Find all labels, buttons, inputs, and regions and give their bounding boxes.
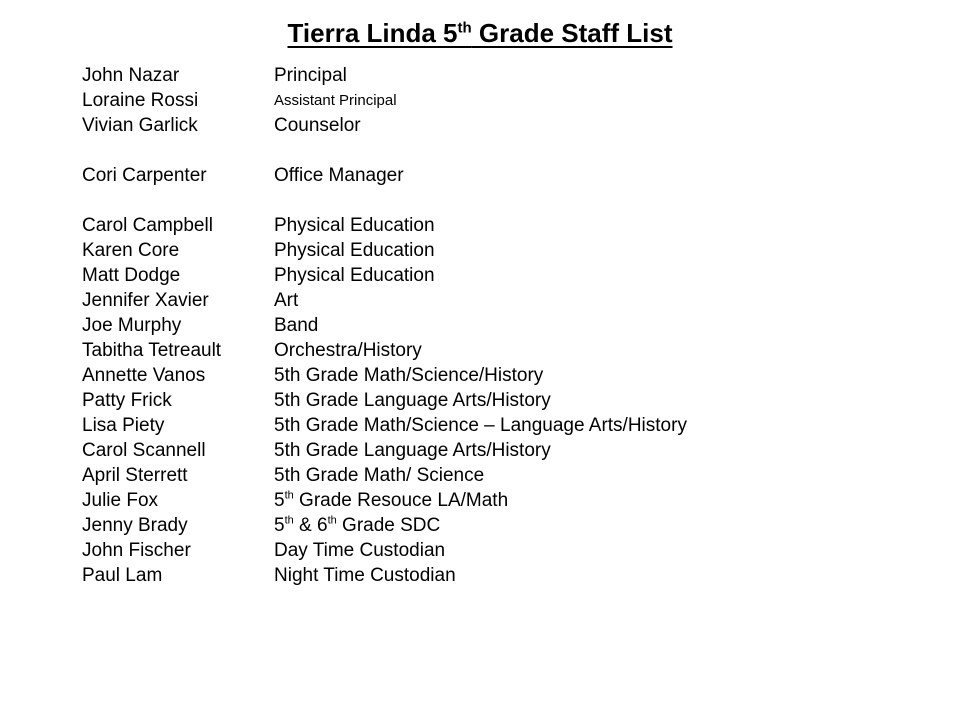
staff-name: John Fischer [82,540,191,561]
staff-row [82,263,882,288]
staff-name: Jenny Brady [82,515,188,536]
role-superscript: th [284,514,294,527]
staff-row [82,313,882,338]
staff-role: Band [274,315,319,336]
staff-row [82,538,882,563]
staff-role: Orchestra/History [274,340,422,361]
staff-role [274,513,440,538]
role-text: Grade SDC [336,515,441,536]
staff-name: April Sterrett [82,465,188,486]
staff-row [82,338,882,363]
staff-role: Assistant Principal [274,92,397,109]
staff-role: Art [274,290,299,311]
staff-role: Physical Education [274,240,435,261]
staff-role: Office Manager [274,165,404,186]
page-title [0,14,960,52]
staff-name: Carol Campbell [82,215,213,236]
staff-row [82,388,882,413]
staff-name: John Nazar [82,65,180,86]
staff-row [82,413,882,438]
role-superscript: th [327,514,337,527]
staff-name: Vivian Garlick [82,115,198,136]
staff-list [82,63,882,588]
staff-role [274,488,508,513]
staff-row [82,88,882,113]
staff-name: Paul Lam [82,565,163,586]
role-text: 5 [274,515,285,536]
staff-role: Counselor [274,115,361,136]
staff-name: Cori Carpenter [82,165,207,186]
staff-name: Joe Murphy [82,315,182,336]
staff-name: Loraine Rossi [82,90,199,111]
page-title-text [287,18,672,48]
role-text: & 6 [293,515,328,536]
staff-name: Karen Core [82,240,180,261]
role-text: Grade Resouce LA/Math [293,490,509,511]
staff-row [82,238,882,263]
staff-name: Tabitha Tetreault [82,340,222,361]
staff-role: Day Time Custodian [274,540,446,561]
staff-role: 5th Grade Math/Science – Language Arts/History [274,415,687,436]
staff-row [82,363,882,388]
staff-role: 5th Grade Math/ Science [274,465,485,486]
staff-row [82,113,882,138]
staff-role: 5th Grade Language Arts/History [274,390,551,411]
staff-role: 5th Grade Math/Science/History [274,365,544,386]
title-prefix: Tierra Linda 5 [287,18,458,48]
staff-row [82,288,882,313]
staff-role: Principal [274,65,347,86]
staff-role: Physical Education [274,215,435,236]
staff-row [82,563,882,588]
staff-row [82,63,882,88]
staff-name: Jennifer Xavier [82,290,209,311]
staff-row [82,513,882,538]
title-suffix: Grade Staff List [471,18,673,48]
staff-row [82,463,882,488]
staff-name: Patty Frick [82,390,172,411]
staff-name: Annette Vanos [82,365,206,386]
staff-name: Matt Dodge [82,265,181,286]
staff-name: Lisa Piety [82,415,165,436]
staff-role: Physical Education [274,265,435,286]
role-text: 5 [274,490,285,511]
staff-row [82,213,882,238]
staff-role: 5th Grade Language Arts/History [274,440,551,461]
staff-name: Carol Scannell [82,440,206,461]
role-superscript: th [284,489,294,502]
staff-role: Night Time Custodian [274,565,456,586]
staff-row [82,488,882,513]
staff-row [82,438,882,463]
staff-name: Julie Fox [82,490,159,511]
title-superscript: th [457,19,472,37]
staff-row [82,163,882,188]
